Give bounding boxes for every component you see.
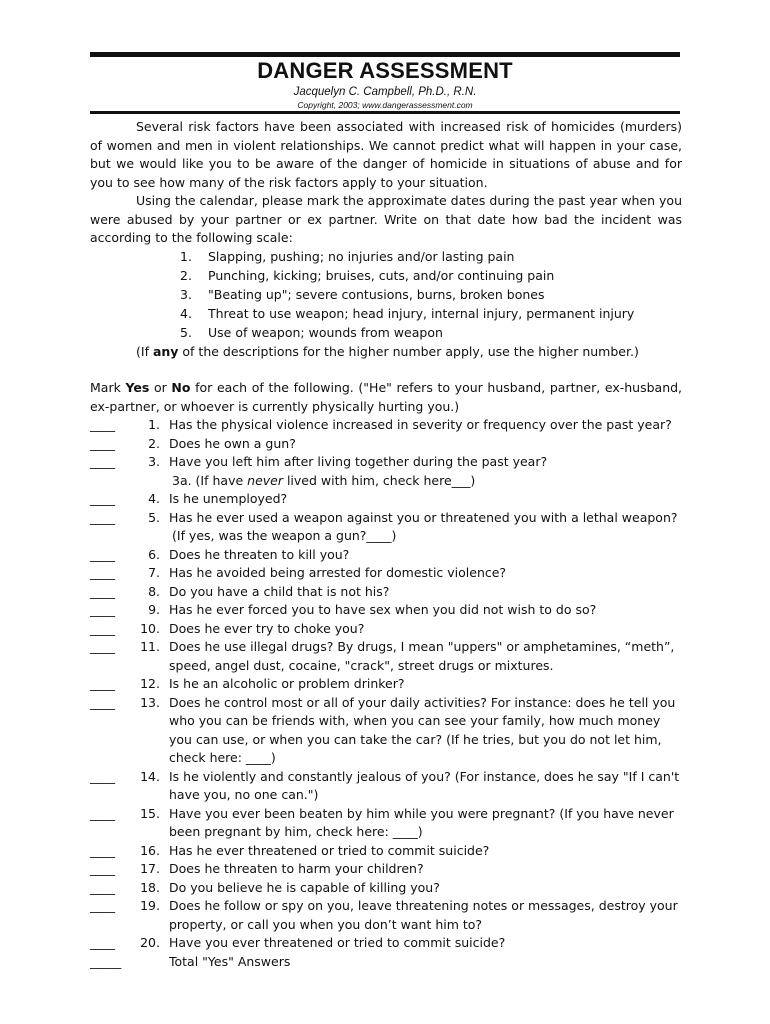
scale-number: 2. [180, 267, 192, 283]
answer-blank[interactable]: ____ [90, 694, 115, 710]
question-text: Is he violently and constantly jealous of you? (For instance, does he say "If I can't have you, no one can.") [169, 768, 680, 802]
question-text: Is he an alcoholic or problem drinker? [169, 676, 405, 691]
author-line: Jacquelyn C. Campbell, Ph.D., R.N. [293, 86, 477, 98]
question-text: Has he ever threatened or tried to commit suicide? [169, 842, 490, 858]
question-number: 17. [140, 861, 160, 876]
question-number: 2. [148, 435, 160, 451]
instructions-text: Mark [90, 380, 126, 395]
question-number: 13. [140, 694, 160, 710]
question-number: 6. [148, 546, 160, 562]
answer-blank[interactable]: ____ [90, 620, 115, 636]
question-text: Has he avoided being arrested for domestic violence? [169, 565, 507, 580]
question-row [90, 601, 682, 620]
question-text: Does he control most or all of your daily activities? For instance: does he tell you who you can be friends with, when you can see your family, how much money you can use, or when you can take the car? (If he tries, but you do not let him, check here: ____) [169, 694, 676, 765]
question-number: 20. [140, 935, 160, 950]
scale-number: 5. [180, 324, 192, 340]
question-row [90, 638, 682, 675]
scale-number: 3. [180, 286, 192, 302]
total-blank[interactable]: _____ [90, 953, 122, 969]
question-row [90, 453, 682, 472]
top-rule [90, 52, 680, 57]
question-3a-emphasis: never [247, 472, 283, 488]
scale-text: Threat to use weapon; head injury, internal injury, permanent injury [208, 305, 635, 321]
scale-item [90, 305, 682, 324]
answer-blank[interactable]: ____ [90, 583, 115, 599]
question-row [90, 805, 682, 842]
answer-blank[interactable]: ____ [90, 842, 115, 858]
question-3a-pre: 3a. (If have [172, 472, 248, 488]
scale-text: "Beating up"; severe contusions, burns, broken bones [208, 286, 545, 302]
answer-blank[interactable]: ____ [90, 805, 115, 821]
answer-blank[interactable]: ____ [90, 861, 115, 876]
scale-number: 1. [180, 248, 192, 264]
question-row [90, 509, 682, 528]
intro-paragraph-1: Several risk factors have been associated with increased risk of homicides (murders) of women and men in violent relationships. We cannot predict what will happen in your case, but we would like you to be aware of the danger of homicide in situations of abuse and for you to see how many of the risk factors apply to your situation. [90, 119, 682, 190]
question-number: 15. [140, 805, 160, 821]
question-number: 8. [148, 583, 160, 599]
question-row [90, 675, 682, 694]
answer-blank[interactable]: ____ [90, 565, 115, 580]
instructions-text: for each of the following. ("He" refers to your husband, partner, ex-husband, ex-partner, or whoever is currently physically hurting you.) [90, 380, 683, 414]
question-text: Has he ever forced you to have sex when you did not wish to do so? [169, 602, 597, 617]
question-5-sub[interactable]: (If yes, was the weapon a gun?____) [172, 528, 397, 543]
question-number: 11. [140, 639, 160, 654]
question-text: Does he ever try to choke you? [169, 620, 365, 636]
answer-blank[interactable]: ____ [90, 935, 115, 950]
question-number: 18. [140, 879, 160, 895]
spacer [90, 361, 682, 379]
scale-note-emphasis: any [152, 343, 179, 359]
intro-paragraph-2: Using the calendar, please mark the approximate dates during the past year when you were abused by your partner or ex partner. Write on that date how bad the incident was according to the following scale: [90, 193, 682, 245]
question-text: Have you ever threatened or tried to commit suicide? [169, 935, 506, 950]
question-number: 19. [140, 898, 160, 913]
question-row [90, 620, 682, 639]
scale-text: Punching, kicking; bruises, cuts, and/or continuing pain [208, 267, 555, 283]
question-number: 14. [140, 768, 160, 784]
question-row [90, 842, 682, 861]
question-row [90, 435, 682, 454]
scale-number: 4. [180, 305, 192, 321]
question-row [90, 490, 682, 509]
question-row [90, 416, 682, 435]
question-text: Do you believe he is capable of killing you? [169, 879, 440, 895]
question-number: 10. [140, 620, 160, 636]
answer-blank[interactable]: ____ [90, 454, 115, 469]
scale-item [90, 267, 682, 286]
answer-blank[interactable]: ____ [90, 491, 115, 506]
question-3a [90, 472, 682, 491]
question-row [90, 934, 682, 953]
question-text: Is he unemployed? [169, 491, 288, 506]
instructions-yes: Yes [125, 380, 150, 395]
question-row [90, 546, 682, 565]
answer-blank[interactable]: ____ [90, 509, 115, 525]
answer-blank[interactable]: ____ [90, 417, 115, 432]
scale-note-post: of the descriptions for the higher number apply, use the higher number.) [178, 343, 639, 359]
question-number: 4. [148, 491, 160, 506]
question-text: Have you left him after living together during the past year? [169, 454, 548, 469]
answer-blank[interactable]: ____ [90, 602, 115, 617]
question-row [90, 879, 682, 898]
question-row [90, 768, 682, 805]
answer-blank[interactable]: ____ [90, 676, 115, 691]
question-number: 7. [148, 565, 160, 580]
scale-item [90, 324, 682, 343]
copyright-line: Copyright, 2003; www.dangerassessment.com [297, 100, 473, 110]
page-title: DANGER ASSESSMENT [257, 58, 513, 83]
question-text: Does he threaten to harm your children? [169, 861, 424, 876]
question-row [90, 694, 682, 768]
question-row [90, 860, 682, 879]
scale-item [90, 286, 682, 305]
question-3a-post[interactable]: lived with him, check here___) [282, 472, 476, 488]
question-number: 12. [140, 676, 160, 691]
answer-blank[interactable]: ____ [90, 435, 115, 451]
header-rule [90, 111, 680, 114]
question-number: 16. [140, 842, 160, 858]
scale-item [90, 248, 682, 267]
total-label: Total "Yes" Answers [169, 953, 291, 969]
question-text: Does he threaten to kill you? [169, 546, 350, 562]
question-row [90, 897, 682, 934]
question-number: 3. [148, 454, 160, 469]
instructions-no: No [171, 380, 191, 395]
answer-blank[interactable]: ____ [90, 639, 115, 654]
question-number: 1. [148, 417, 160, 432]
scale-text: Slapping, pushing; no injuries and/or lasting pain [208, 248, 515, 264]
total-row [90, 953, 682, 972]
instructions [90, 379, 682, 416]
question-text: Does he own a gun? [169, 435, 296, 451]
answer-blank[interactable]: ____ [90, 898, 115, 913]
instructions-text: or [149, 380, 172, 395]
question-text: Does he follow or spy on you, leave threatening notes or messages, destroy your property, or call you when you don’t want him to? [169, 898, 678, 932]
question-text: Has the physical violence increased in severity or frequency over the past year? [169, 417, 672, 432]
question-row [90, 583, 682, 602]
severity-scale [90, 248, 682, 343]
question-row [90, 564, 682, 583]
document-body [90, 118, 682, 971]
answer-blank[interactable]: ____ [90, 546, 115, 562]
scale-note-pre: (If [136, 343, 153, 359]
scale-text: Use of weapon; wounds from weapon [208, 324, 443, 340]
answer-blank[interactable]: ____ [90, 768, 115, 784]
answer-blank[interactable]: ____ [90, 879, 115, 895]
question-text: Have you ever been beaten by him while you were pregnant? (If you have never been pregnant by him, check here: ____) [169, 805, 674, 839]
question-number: 9. [148, 602, 160, 617]
scale-note [90, 343, 682, 362]
question-text: Does he use illegal drugs? By drugs, I mean "uppers" or amphetamines, “meth”, speed, angel dust, cocaine, "crack", street drugs or mixtures. [169, 639, 675, 673]
question-text: Do you have a child that is not his? [169, 583, 390, 599]
question-text: Has he ever used a weapon against you or threatened you with a lethal weapon? [169, 509, 678, 525]
question-number: 5. [148, 509, 160, 525]
